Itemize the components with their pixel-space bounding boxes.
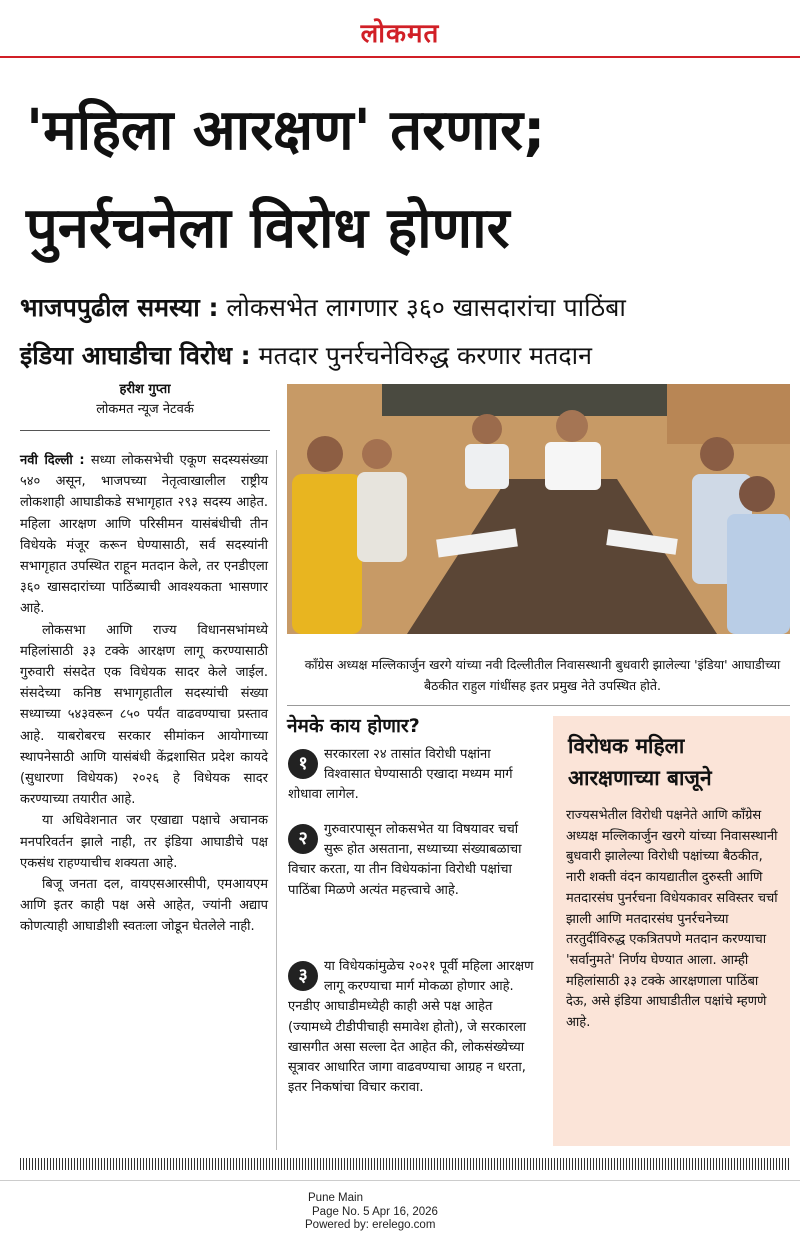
- page-barcode: [20, 1158, 790, 1170]
- list-item: [288, 745, 536, 806]
- subheading-text: लोकसभेत लागणार ३६० खासदारांचा पाठिंबा: [218, 293, 626, 322]
- article-paragraph: या अधिवेशनात जर एखाद्या पक्षाचे अचानक मनपरिवर्तन झाले नाही, तर इंडिया आघाडीचे पक्ष एकसंध राहण्याचीच शक्यता आहे.: [20, 813, 268, 871]
- number-badge: २: [288, 824, 318, 854]
- headline-line-1: 'महिला आरक्षण' तरणार;: [26, 98, 546, 163]
- column-divider: [276, 450, 277, 1150]
- list-item: [288, 957, 536, 1098]
- edition-label: Pune Main: [308, 1192, 363, 1204]
- article-paragraph: लोकसभा आणि राज्य विधानसभांमध्ये महिलांसाठी ३३ टक्के आरक्षण लागू करण्यासाठी गुरुवारी संसदेत एक विधेयक सादर केले जाईल. संसदेच्या कनिष्ठ सभागृहातील सदस्यांची संख्या सध्याच्या ५४३वरून ८५० पर्यंत वाढवण्याचा प्रस्ताव आहे. याबरोबरच सरकार सीमांकन आयोगाच्या स्थापनेसाठी आणि यासंबंधी केंद्रशासित प्रदेश कायदे (सुधारणा विधेयक) २०२६ हे विधेयक सादर करण्याच्या तयारीत आहे.: [20, 622, 268, 808]
- author-name: हरीश गुप्ता: [119, 382, 171, 397]
- number-badge: १: [288, 749, 318, 779]
- headline: [26, 82, 786, 278]
- page-number-date: Page No. 5 Apr 16, 2026: [312, 1205, 438, 1218]
- caption-rule: [287, 705, 790, 706]
- list-item: [288, 820, 536, 901]
- masthead-rule: [0, 56, 800, 58]
- article-paragraph: बिजू जनता दल, वायएसआरसीपी, एमआयएम आणि इतर काही पक्ष असे आहेत, ज्यांनी अद्याप कोणत्याही आघाडीशी स्वतःला जोडून घेतलेले नाही.: [20, 877, 268, 935]
- subheading-bjp: [20, 290, 626, 324]
- dateline: नवी दिल्ली :: [20, 453, 85, 468]
- agency-name: लोकमत न्यूज नेटवर्क: [96, 402, 194, 417]
- list-item-text: सरकारला २४ तासांत विरोधी पक्षांना विश्वासात घेण्यासाठी एखादा मध्यम मार्ग शोधावा लागेल.: [288, 747, 513, 803]
- headline-line-2: पुनर्रचनेला विरोध होणार: [26, 196, 510, 261]
- what-happens-heading: नेमके काय होणार?: [287, 715, 420, 737]
- newspaper-logo: लोकमत: [360, 19, 440, 49]
- subheading-text: मतदार पुनर्रचनेविरुद्ध करणार मतदान: [250, 341, 593, 370]
- powered-by: Powered by: erelego.com: [305, 1219, 436, 1231]
- footer-rule: [0, 1180, 800, 1181]
- subheading-label: इंडिया आघाडीचा विरोध :: [20, 341, 251, 370]
- number-badge: ३: [288, 961, 318, 991]
- sidebar-body: राज्यसभेतील विरोधी पक्षनेते आणि काँग्रेस अध्यक्ष मल्लिकार्जुन खरगे यांच्या निवासस्थानी बुधवारी झालेल्या विरोधी पक्षांच्या बैठकीत, नारी शक्ती वंदन कायद्यातील दुरुस्ती आणि मतदारसंघ पुनर्रचना विधेयकावर सविस्तर चर्चा झाली आणि मतदारसंघ पुनर्रचनेच्या तरतुदींविरुद्ध एकत्रितपणे मतदान करण्याचा 'सर्वानुमते' निर्णय घेण्यात आला. आम्ही महिलांसाठी ३३ टक्के आरक्षणाला पाठिंबा देऊ, असे इंडिया आघाडीतील पक्षांचे म्हणणे आहे.: [566, 808, 778, 1031]
- meeting-photo: [287, 384, 790, 634]
- byline-rule: [20, 430, 270, 431]
- subheading-label: भाजपपुढील समस्या :: [20, 293, 219, 322]
- article-body: [20, 450, 268, 938]
- sidebar-title: विरोधक महिला आरक्षणाच्या बाजूने: [568, 734, 712, 790]
- masthead: [0, 0, 800, 60]
- subheading-india: [20, 338, 592, 372]
- list-item-text: या विधेयकांमुळेच २०२१ पूर्वी महिला आरक्षण लागू करण्याचा मार्ग मोकळा होणार आहे. एनडीए आघाडीमध्येही काही असे पक्ष आहेत (ज्यामध्ये टीडीपीचाही समावेश होतो), जे सरकारला खासगीत असा सल्ला देत आहेत की, लोकसंख्येच्या सूत्रावर आधारित जागा वाढवण्याचा आग्रह न धरता, इतर निकषांचा विचार करावा.: [288, 959, 534, 1096]
- photo-caption: काँग्रेस अध्यक्ष मल्लिकार्जुन खरगे यांच्या नवी दिल्लीतील निवासस्थानी बुधवारी झालेल्या 'इंडिया' आघाडीच्या बैठकीत राहुल गांधींसह इतर प्रमुख नेते उपस्थित होते.: [304, 657, 781, 693]
- article-paragraph: नवी दिल्ली : सध्या लोकसभेची एकूण सदस्यसंख्या ५४० असून, भाजपच्या नेतृत्वाखालील राष्ट्रीय लोकशाही आघाडीकडे सभागृहात २९३ सदस्य आहेत. महिला आरक्षण आणि परिसीमन यासंबंधीची तीन विधेयके मंजूर करून घेण्यासाठी, सर्व सदस्यांनी सभागृहात उपस्थित राहून मतदान केले, तर एनडीएला ३६० खासदारांच्या पाठिंब्याची आवश्यकता भासणार आहे.: [20, 453, 268, 617]
- list-item-text: गुरुवारपासून लोकसभेत या विषयावर चर्चा सुरू होत असताना, सध्याच्या संख्याबळाचा विचार करता, या तीन विधेयकांना विरोधी पक्षांचा पाठिंबा मिळणे अत्यंत महत्त्वाचे आहे.: [288, 822, 522, 898]
- page-footer: [300, 1192, 540, 1233]
- byline: [20, 380, 270, 420]
